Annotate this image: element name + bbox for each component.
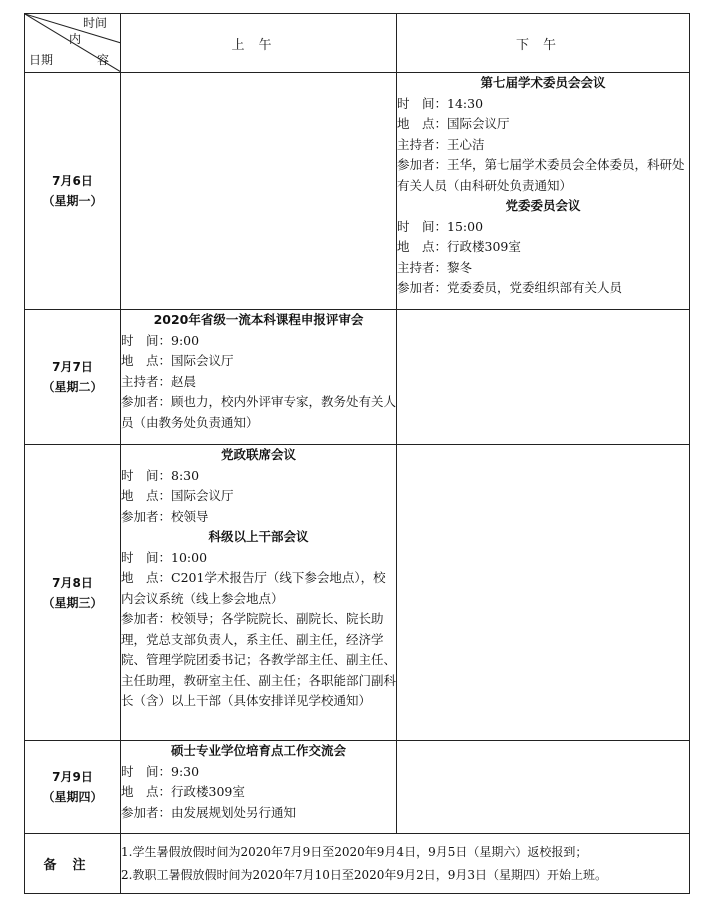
day-row xyxy=(25,310,690,445)
date-label: 7月9日 xyxy=(52,770,93,784)
event-attendees: 参加者：校领导 xyxy=(121,508,209,524)
event-attendees: 参加者：校领导；各学院院长、副院长、院长助理，党总支部负责人，系主任、副主任，经济学院、管理学院团委书记；各教学部主任、副主任、主任助理，教研室主任、副主任；各职能部门副科长（含）以上干部（具体安排详见学校通知） xyxy=(121,611,397,708)
event-time: 时 间：9:00 xyxy=(121,332,200,348)
date-cell xyxy=(25,73,121,310)
date-cell xyxy=(25,445,121,741)
event-location: 地 点：国际会议厅 xyxy=(397,116,510,131)
header-row xyxy=(25,14,690,73)
afternoon-cell xyxy=(397,741,690,834)
event-attendees: 参加者：顾也力，校内外评审专家，教务处有关人员（由教务处负责通知） xyxy=(121,394,397,430)
weekday-label: （星期四） xyxy=(42,790,103,804)
event-host: 主持者：赵晨 xyxy=(121,373,197,389)
morning-cell xyxy=(121,73,397,310)
day-row xyxy=(25,73,690,310)
morning-cell xyxy=(121,741,397,834)
event-title: 党政联席会议 xyxy=(220,447,296,462)
note-line: 2.教职工暑假放假时间为2020年7月10日至2020年9月2日，9月3日（星期四）开始上班。 xyxy=(121,867,607,882)
day-row xyxy=(25,445,690,741)
diag-content-label-2: 容 xyxy=(97,53,110,67)
morning-cell xyxy=(121,310,397,445)
event-attendees: 参加者：王华，第七届学术委员会全体委员，科研处有关人员（由科研处负责通知） xyxy=(397,157,685,193)
event-location: 地 点：行政楼309室 xyxy=(397,239,521,254)
event-title: 科级以上干部会议 xyxy=(208,529,309,544)
event-title: 硕士专业学位培育点工作交流会 xyxy=(170,743,346,758)
notes-label: 备注 xyxy=(25,834,121,894)
diagonal-header-cell xyxy=(25,14,121,73)
date-label: 7月7日 xyxy=(52,360,93,374)
event-host: 主持者：王心洁 xyxy=(397,136,485,152)
note-line: 1.学生暑假放假时间为2020年7月9日至2020年9月4日，9月5日（星期六）返校报到； xyxy=(121,844,588,859)
morning-header: 上午 xyxy=(121,14,397,73)
event-title: 第七届学术委员会会议 xyxy=(480,75,606,90)
afternoon-cell xyxy=(397,310,690,445)
weekday-label: （星期三） xyxy=(42,595,103,610)
date-cell xyxy=(25,741,121,834)
notes-cell xyxy=(121,834,690,894)
schedule-table xyxy=(24,13,690,894)
event-location: 地 点：国际会议厅 xyxy=(121,488,234,503)
event-time: 时 间：8:30 xyxy=(121,467,200,483)
event-host: 主持者：黎冬 xyxy=(397,259,473,275)
event-time: 时 间：14:30 xyxy=(397,95,484,111)
afternoon-header: 下午 xyxy=(397,14,690,73)
event-time: 时 间：10:00 xyxy=(121,549,208,565)
event-attendees: 参加者：党委委员，党委组织部有关人员 xyxy=(397,280,623,295)
event-time: 时 间：15:00 xyxy=(397,218,484,234)
diag-content-label-1: 内 xyxy=(69,32,82,46)
event-title: 党委委员会议 xyxy=(505,198,581,213)
date-label: 7月8日 xyxy=(52,575,93,590)
date-cell xyxy=(25,310,121,445)
diag-time-label: 时间 xyxy=(83,16,108,30)
event-location: 地 点：行政楼309室 xyxy=(121,784,245,799)
notes-row xyxy=(25,834,690,894)
weekday-label: （星期一） xyxy=(42,194,103,208)
morning-cell xyxy=(121,445,397,741)
afternoon-cell xyxy=(397,73,690,310)
event-attendees: 参加者：由发展规划处另行通知 xyxy=(121,804,297,820)
event-time: 时 间：9:30 xyxy=(121,763,200,779)
event-title: 2020年省级一流本科课程申报评审会 xyxy=(153,312,364,327)
diag-date-label: 日期 xyxy=(29,53,54,67)
weekday-label: （星期二） xyxy=(42,380,103,394)
event-location: 地 点：国际会议厅 xyxy=(121,353,234,368)
date-label: 7月6日 xyxy=(52,174,93,188)
day-row xyxy=(25,741,690,834)
afternoon-cell xyxy=(397,445,690,741)
event-location: 地 点：C201学术报告厅（线下参会地点），校内会议系统（线上参会地点） xyxy=(121,570,386,606)
